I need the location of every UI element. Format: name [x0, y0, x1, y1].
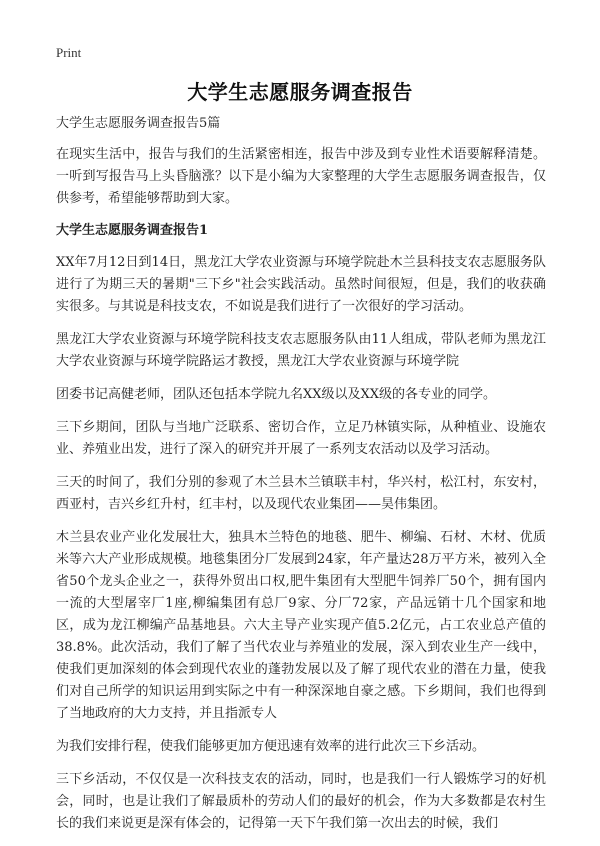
body-paragraph: 三天的时间了，我们分别的参观了木兰县木兰镇联丰村，华兴村，松江村，东安村，西亚村，吉兴乡红升村，红丰村，以及现代农业集团——昊伟集团。: [56, 475, 546, 512]
body-paragraph: 为我们安排行程，使我们能够更加方便迅速有效率的进行此次三下乡活动。: [56, 739, 486, 754]
body-paragraph: XX年7月12日到14日，黑龙江大学农业资源与环境学院赴木兰县科技支农志愿服务队进行了为期三天的暑期"三下乡"社会实践活动。虽然时间很短，但是，我们的收获确实很多。与其说是科技支农，不如说是我们进行了一次很好的学习活动。: [56, 255, 546, 314]
document-subtitle: 大学生志愿服务调查报告5篇: [56, 116, 221, 131]
section-heading: 大学生志愿服务调查报告1: [56, 223, 209, 238]
document-body: [56, 114, 546, 846]
body-paragraph: 三下乡活动，不仅仅是一次科技支农的活动，同时，也是我们一行人锻炼学习的好机会，同时，也是让我们了解最质朴的劳动人们的最好的机会，作为大多数都是农村生长的我们来说更是深有体会的，记得第一天下午我们第一次出去的时候，我们: [56, 772, 546, 831]
body-paragraph: 三下乡期间，团队与当地广泛联系、密切合作，立足乃林镇实际，从种植业、设施农业、养殖业出发，进行了深入的研究并开展了一系列支农活动以及学习活动。: [56, 420, 546, 457]
intro-paragraph: 在现实生活中，报告与我们的生活紧密相连，报告中涉及到专业性术语要解释清楚。一听到写报告马上头昏脑涨？以下是小编为大家整理的大学生志愿服务调查报告，仅供参考，希望能够帮助到大家。: [56, 147, 546, 206]
page-title: 大学生志愿服务调查报告: [187, 80, 413, 104]
body-paragraph: 黑龙江大学农业资源与环境学院科技支农志愿服务队由11人组成，带队老师为黑龙江大学农业资源与环境学院路运才教授，黑龙江大学农业资源与环境学院: [56, 332, 546, 369]
print-link[interactable]: Print: [56, 45, 82, 60]
body-paragraph: 木兰县农业产业化发展壮大，独具木兰特色的地毯、肥牛、柳编、石材、木材、优质米等六大产业形成规模。地毯集团分厂发展到24家，年产量达28万平方米，被列入全省50个龙头企业之一，获得外贸出口权,肥牛集团有大型肥牛饲养厂50个，拥有国内一流的大型屠宰厂1座,柳编集团有总厂9家、分厂72家，产品远销十几个国家和地区，成为龙江柳编产品基地县。六大主导产业实现产值5.2亿元，占工农业总产值的38.8%。此次活动，我们了解了当代农业与养殖业的发展，深入到农业生产一线中，使我们更加深刻的体会到现代农业的蓬勃发展以及了解了现代农业的潜在力量，使我们对自己所学的知识运用到实际之中有一种深深地自豪之感。下乡期间，我们也得到了当地政府的大力支持，并且指派专人: [56, 530, 546, 721]
body-paragraph: 团委书记高健老师，团队还包括本学院九名XX级以及XX级的各专业的同学。: [56, 387, 497, 402]
